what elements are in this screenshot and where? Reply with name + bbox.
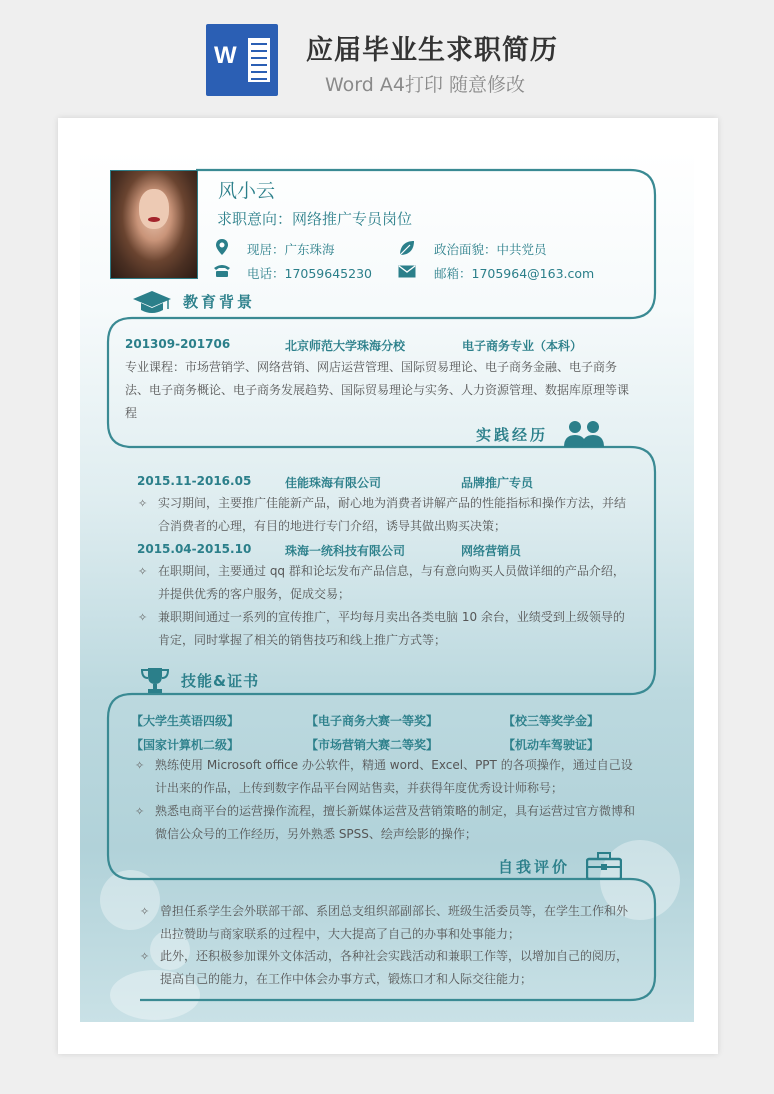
job1-role: 品牌推广专员 xyxy=(461,476,534,490)
document-lines-icon xyxy=(248,38,270,82)
word-app-icon xyxy=(206,24,278,96)
education-school: 北京师范大学珠海分校 xyxy=(285,339,406,353)
candidate-name: 风小云 xyxy=(218,180,276,202)
job2-period: 2015.04-2015.10 xyxy=(137,542,252,556)
job1-point-1: ✧ 实习期间，主要推广佳能新产品，耐心地为消费者讲解产品的性能指标和操作方法，并结合消费者的心理，有目的地进行专门介绍，诱导其做出购买决策； xyxy=(158,492,636,538)
experience-title: 实践经历 xyxy=(476,426,549,444)
graduation-cap-icon xyxy=(132,290,172,316)
email-text: 邮箱：1705964@163.com xyxy=(434,266,595,281)
skill-point-1: ✧ 熟练使用 Microsoft office 办公软件，精通 word、Excel、PPT 的各项操作，通过自己设计出来的作品，上传到数字作品平台网站售卖，并获得年度优秀设计师称号； xyxy=(155,754,637,800)
job2-company: 珠海一统科技有限公司 xyxy=(285,544,406,558)
cert-2: 【电子商务大赛一等奖】 xyxy=(306,714,439,728)
job2-point-2: ✧ 兼职期间通过一系列的宣传推广，平均每月卖出各类电脑 10 余台，业绩受到上级领导的肯定，同时掌握了相关的销售技巧和线上推广方式等； xyxy=(158,606,636,652)
people-icon xyxy=(562,418,606,448)
politics-text: 政治面貌：中共党员 xyxy=(434,242,547,257)
job-intent: 求职意向：网络推广专员岗位 xyxy=(217,210,413,228)
trophy-icon xyxy=(140,666,170,694)
job1-period: 2015.11-2016.05 xyxy=(137,474,252,488)
word-icon-letter: W xyxy=(214,42,237,69)
self-eval-title: 自我评价 xyxy=(498,858,571,876)
page-title: 应届毕业生求职简历 xyxy=(306,35,558,66)
job2-role: 网络营销员 xyxy=(461,544,522,558)
mail-icon xyxy=(398,265,416,278)
cert-6: 【机动车驾驶证】 xyxy=(503,738,600,752)
profile-photo xyxy=(110,170,198,279)
briefcase-icon xyxy=(586,852,622,880)
self-eval-point-2: ✧ 此外，还积极参加课外文体活动，各种社会实践活动和兼职工作等，以增加自己的阅历，提高自己的能力，在工作中体会办事方式，锻炼口才和人际交往能力； xyxy=(160,945,636,991)
cert-3: 【校三等奖学金】 xyxy=(503,714,600,728)
education-period: 201309-201706 xyxy=(125,337,231,351)
cert-5: 【市场营销大赛二等奖】 xyxy=(306,738,439,752)
phone-text: 电话：17059645230 xyxy=(247,266,372,281)
skills-title: 技能&证书 xyxy=(181,672,260,690)
education-major: 电子商务专业（本科） xyxy=(462,339,583,353)
location-icon xyxy=(215,238,229,256)
page-subtitle: Word A4打印 随意修改 xyxy=(325,74,526,96)
phone-icon xyxy=(213,263,231,278)
leaf-icon xyxy=(398,239,416,257)
location-text: 现居：广东珠海 xyxy=(247,242,335,257)
job1-company: 佳能珠海有限公司 xyxy=(285,476,382,490)
cert-4: 【国家计算机二级】 xyxy=(131,738,240,752)
education-title: 教育背景 xyxy=(183,293,256,311)
education-courses: 专业课程：市场营销学、网络营销、网店运营管理、国际贸易理论、电子商务金融、电子商务法、电子商务概论、电子商务发展趋势、国际贸易理论与实务、人力资源管理、数据库原理等课程 xyxy=(125,360,630,420)
skill-point-2: ✧ 熟悉电商平台的运营操作流程，擅长新媒体运营及营销策略的制定，具有运营过官方微博和微信公众号的工作经历，另外熟悉 SPSS、绘声绘影的操作； xyxy=(155,800,637,846)
self-eval-point-1: ✧ 曾担任系学生会外联部干部、系团总支组织部副部长、班级生活委员等，在学生工作和外出拉赞助与商家联系的过程中，大大提高了自己的办事和处事能力； xyxy=(160,900,636,946)
cert-1: 【大学生英语四级】 xyxy=(131,714,240,728)
job2-point-1: ✧ 在职期间，主要通过 qq 群和论坛发布产品信息，与有意向购买人员做详细的产品介绍，并提供优秀的客户服务，促成交易； xyxy=(158,560,636,606)
top-header xyxy=(0,0,774,118)
